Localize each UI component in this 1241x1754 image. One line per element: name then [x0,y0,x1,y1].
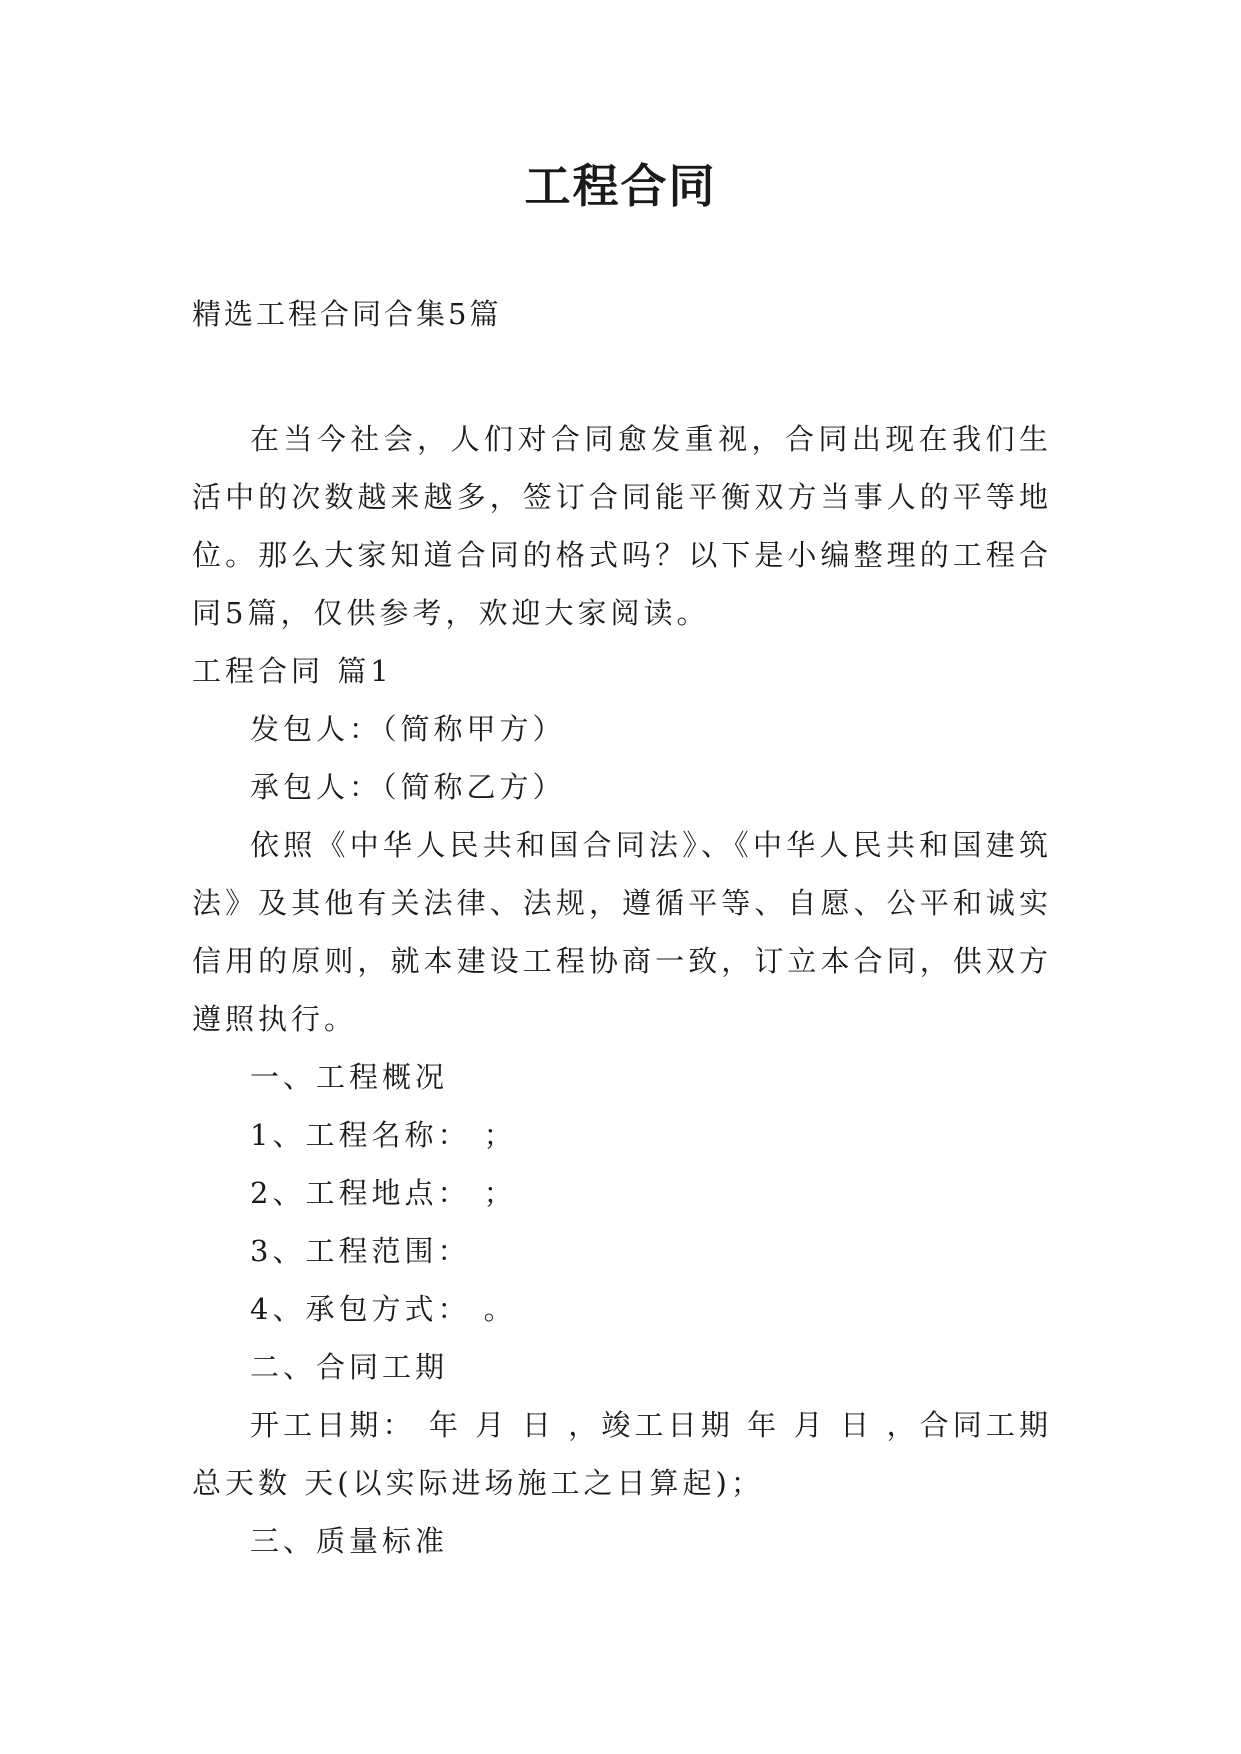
document-title: 工程合同 [524,159,717,213]
paragraph-dates: 开工日期： 年 月 日 ，竣工日期 年 月 日 ，合同工期总天数 天(以实际进场施工之日算起)； [192,1408,1052,1500]
clause-heading-overview: 一、工程概况 [250,1060,449,1094]
paragraph-intro: 在当今社会，人们对合同愈发重视，合同出现在我们生活中的次数越来越多，签订合同能平衡双方当事人的平等地位。那么大家知道合同的格式吗？以下是小编整理的工程合同5篇，仅供参考，欢迎大家阅读。 [192,422,1052,630]
document-body [192,410,1052,1570]
paragraph-employer: 发包人：（简称甲方） [250,712,566,746]
paragraph-legal-basis: 依照《中华人民共和国合同法》、《中华人民共和国建筑法》及其他有关法律、法规，遵循平等、自愿、公平和诚实信用的原则，就本建设工程协商一致，订立本合同，供双方遵照执行。 [192,828,1052,1036]
clause-item-project-name: 1、工程名称： ； [250,1118,517,1152]
clause-item-project-location: 2、工程地点： ； [250,1176,517,1210]
paragraph-contractor: 承包人：（简称乙方） [250,770,566,804]
clause-heading-duration: 二、合同工期 [250,1350,449,1384]
clause-item-contract-mode: 4、承包方式： 。 [250,1292,517,1326]
section-heading-part-1: 工程合同 篇1 [192,654,393,688]
clause-heading-quality: 三、质量标准 [250,1524,449,1558]
clause-item-project-scope: 3、工程范围： [250,1234,471,1268]
document-subtitle: 精选工程合同合集5篇 [192,297,502,331]
